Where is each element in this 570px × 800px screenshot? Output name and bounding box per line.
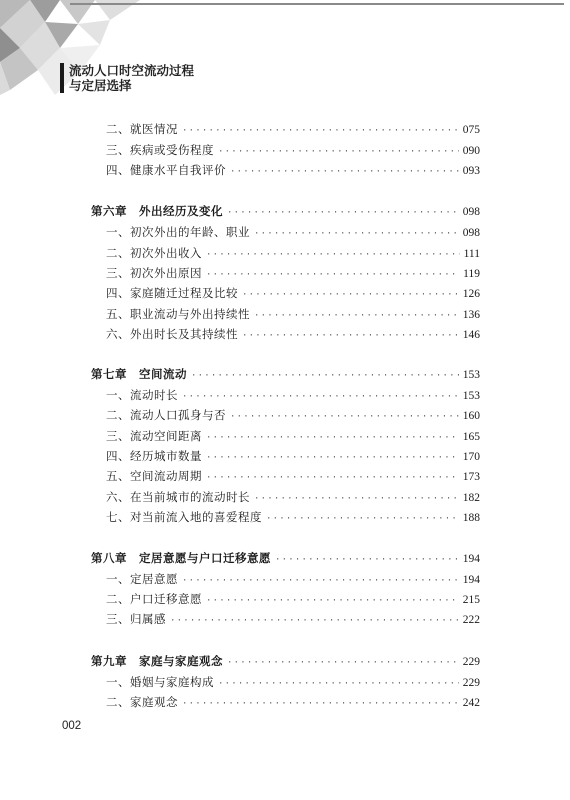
dot-leader <box>182 392 459 402</box>
toc-entry <box>106 224 480 240</box>
toc-entry-page: 090 <box>462 145 480 157</box>
toc-entry-page: 242 <box>462 697 480 709</box>
toc-entry-label: 一、定居意愿 <box>106 572 178 586</box>
dot-leader <box>206 270 459 280</box>
toc-chapter-label: 第七章 空间流动 <box>91 367 187 381</box>
toc-entry <box>106 387 480 403</box>
toc-entry-label: 六、在当前城市的流动时长 <box>106 490 250 504</box>
toc-entry-page: 075 <box>462 124 480 136</box>
dot-leader <box>218 679 459 689</box>
toc-entry <box>106 674 480 690</box>
toc-entry <box>106 468 480 484</box>
dot-leader <box>191 371 459 381</box>
toc-chapter-label: 第六章 外出经历及变化 <box>91 204 223 218</box>
toc-entry <box>106 245 480 261</box>
toc-entry-page: 111 <box>463 248 480 260</box>
toc-entry-label: 三、初次外出原因 <box>106 266 202 280</box>
toc-entry <box>106 611 480 627</box>
toc-entry-page: 222 <box>462 614 480 626</box>
toc-entry-label: 四、家庭随迁过程及比较 <box>106 286 238 300</box>
toc-chapter-heading <box>91 366 480 382</box>
toc-entry-page: 170 <box>462 451 480 463</box>
dot-leader <box>242 331 459 341</box>
toc-entry <box>106 448 480 464</box>
dot-leader <box>206 453 459 463</box>
dot-leader <box>182 699 459 709</box>
toc-chapter-heading <box>91 203 480 219</box>
toc-entry-page: 098 <box>462 227 480 239</box>
toc-chapter-page: 153 <box>462 369 480 381</box>
dot-leader <box>182 576 459 586</box>
dot-leader <box>170 616 459 626</box>
dot-leader <box>266 514 459 524</box>
toc-entry-page: 182 <box>462 492 480 504</box>
toc-chapter-page: 229 <box>462 656 480 668</box>
toc-entry-label: 四、健康水平自我评价 <box>106 163 226 177</box>
toc-entry-label: 二、初次外出收入 <box>106 246 202 260</box>
toc-entry <box>106 285 480 301</box>
toc-entry-page: 153 <box>462 390 480 402</box>
dot-leader <box>254 311 459 321</box>
toc-entry-page: 215 <box>462 594 480 606</box>
toc-entry-label: 三、归属感 <box>106 612 166 626</box>
toc-entry-label: 五、空间流动周期 <box>106 469 202 483</box>
toc-entry-label: 二、就医情况 <box>106 122 178 136</box>
toc-entry-label: 一、婚姻与家庭构成 <box>106 675 214 689</box>
toc-entry <box>106 162 480 178</box>
dot-leader <box>206 596 459 606</box>
toc-entry-label: 七、对当前流入地的喜爱程度 <box>106 510 262 524</box>
toc-entry-label: 三、流动空间距离 <box>106 429 202 443</box>
toc-chapter-label: 第九章 家庭与家庭观念 <box>91 654 223 668</box>
toc-entry-page: 229 <box>462 677 480 689</box>
toc-entry-label: 三、疾病或受伤程度 <box>106 143 214 157</box>
toc-entry <box>106 407 480 423</box>
dot-leader <box>242 290 459 300</box>
book-title-line-2: 与定居选择 <box>69 78 132 93</box>
toc-entry-page: 146 <box>462 329 480 341</box>
toc-entry-page: 093 <box>462 165 480 177</box>
toc-entry-page: 173 <box>462 471 480 483</box>
toc-chapter-heading <box>91 653 480 669</box>
dot-leader <box>182 126 459 136</box>
toc-entry-page: 188 <box>462 512 480 524</box>
toc-entry-label: 二、流动人口孤身与否 <box>106 408 226 422</box>
toc-entry-page: 165 <box>462 431 480 443</box>
dot-leader <box>206 473 459 483</box>
toc-entry <box>106 326 480 342</box>
dot-leader <box>206 250 460 260</box>
dot-leader <box>230 167 459 177</box>
toc-entry-label: 一、初次外出的年龄、职业 <box>106 225 250 239</box>
toc-chapter-label: 第八章 定居意愿与户口迁移意愿 <box>91 551 271 565</box>
toc-entry <box>106 306 480 322</box>
toc-entry <box>106 121 480 137</box>
dot-leader <box>218 147 459 157</box>
toc-entry <box>106 428 480 444</box>
toc-entry <box>106 694 480 710</box>
toc-entry-page: 119 <box>463 268 480 280</box>
toc-entry-label: 一、流动时长 <box>106 388 178 402</box>
toc-entry-page: 126 <box>462 288 480 300</box>
dot-leader <box>254 229 459 239</box>
toc-entry-page: 194 <box>462 574 480 586</box>
toc-entry-label: 二、家庭观念 <box>106 695 178 709</box>
toc-entry <box>106 265 480 281</box>
toc-entry <box>106 571 480 587</box>
toc-entry <box>106 489 480 505</box>
toc-chapter-page: 194 <box>462 553 480 565</box>
toc-entry-label: 二、户口迁移意愿 <box>106 592 202 606</box>
dot-leader <box>254 494 459 504</box>
toc-chapter-page: 098 <box>462 206 480 218</box>
dot-leader <box>227 208 459 218</box>
toc-entry-label: 五、职业流动与外出持续性 <box>106 307 250 321</box>
toc-entry <box>106 509 480 525</box>
toc-entry-page: 136 <box>462 309 480 321</box>
toc-entry-label: 六、外出时长及其持续性 <box>106 327 238 341</box>
dot-leader <box>227 658 459 668</box>
book-title-line-1: 流动人口时空流动过程 <box>69 63 195 78</box>
dot-leader <box>275 555 459 565</box>
page-number: 002 <box>62 720 82 732</box>
toc-entry <box>106 142 480 158</box>
toc-chapter-heading <box>91 550 480 566</box>
toc-entry-page: 160 <box>462 410 480 422</box>
dot-leader <box>206 433 459 443</box>
dot-leader <box>230 412 459 422</box>
toc-entry <box>106 591 480 607</box>
toc-entry-label: 四、经历城市数量 <box>106 449 202 463</box>
